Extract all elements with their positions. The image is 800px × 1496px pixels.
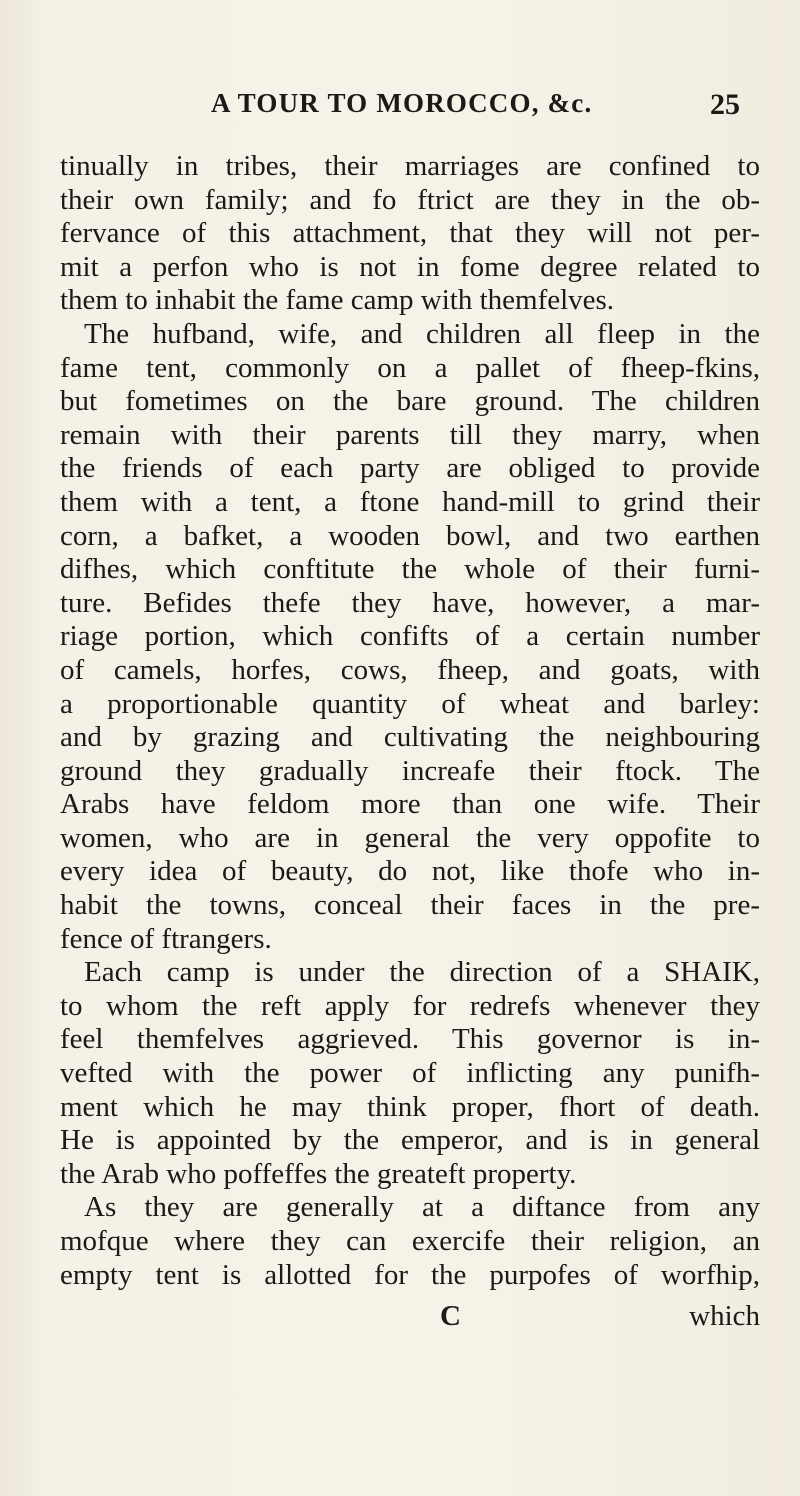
text-line: empty tent is allotted for the purpofes of worfhip, [60,1258,760,1291]
text-line: mofque where they can exercife their religion, an [60,1225,760,1257]
text-line: riage portion, which confifts of a certain number [60,620,760,653]
text-line: women, who are in general the very oppofite to [60,821,760,854]
running-head [0,88,800,128]
text-line: a proportionable quantity of wheat and barley: [60,687,760,720]
text-line: The hufband, wife, and children all fleep in the [84,317,760,350]
text-line: habit the towns, conceal their faces in the pre- [60,889,760,922]
page-footer [60,1300,760,1334]
text-line: remain with their parents till they marry, when [60,418,760,451]
text-line: to whom the reft apply for redrefs whenever they [60,989,760,1022]
text-line: every idea of beauty, do not, like thofe who in- [60,855,760,888]
page-number: 25 [710,88,740,121]
text-line: them to inhabit the fame camp with themfelves. [60,284,615,317]
catchword: which [689,1300,760,1332]
text-line: fence of ftrangers. [60,922,272,955]
text-line: ment which he may think proper, fhort of death. [60,1090,760,1123]
text-line: fervance of this attachment, that they will not per- [60,217,760,250]
text-line: He is appointed by the emperor, and is in general [60,1124,760,1157]
running-title: A TOUR TO MOROCCO, &c. [211,88,593,118]
text-line: ture. Befides thefe they have, however, a mar- [60,586,760,619]
text-line: the Arab who poffeffes the greateft property. [60,1157,577,1190]
text-line: their own family; and fo ftrict are they in the ob- [60,183,760,216]
text-line: mit a perfon who is not in fome degree related to [60,250,760,283]
text-line: difhes, which conftitute the whole of their furni- [60,553,760,586]
text-line: corn, a bafket, a wooden bowl, and two earthen [60,519,760,552]
text-line: of camels, horfes, cows, fheep, and goats, with [60,653,760,686]
text-line: fame tent, commonly on a pallet of fheep-fkins, [60,351,760,384]
signature-mark: C [440,1300,461,1332]
text-line: vefted with the power of inflicting any punifh- [60,1057,760,1090]
text-line: them with a tent, a ftone hand-mill to grind their [60,485,760,518]
text-line: As they are generally at a diftance from any [84,1191,760,1224]
text-line: Arabs have feldom more than one wife. Their [60,788,760,821]
text-line: and by grazing and cultivating the neighbouring [60,721,760,754]
text-line: ground they gradually increafe their ftock. The [60,754,760,787]
text-line: the friends of each party are obliged to provide [60,452,760,485]
text-line: but fometimes on the bare ground. The children [60,385,760,418]
text-line: Each camp is under the direction of a SHAIK, [84,956,760,989]
body-text [60,150,760,1292]
text-line: feel themfelves aggrieved. This governor is in- [60,1023,760,1056]
text-line: tinually in tribes, their marriages are confined to [60,150,760,182]
